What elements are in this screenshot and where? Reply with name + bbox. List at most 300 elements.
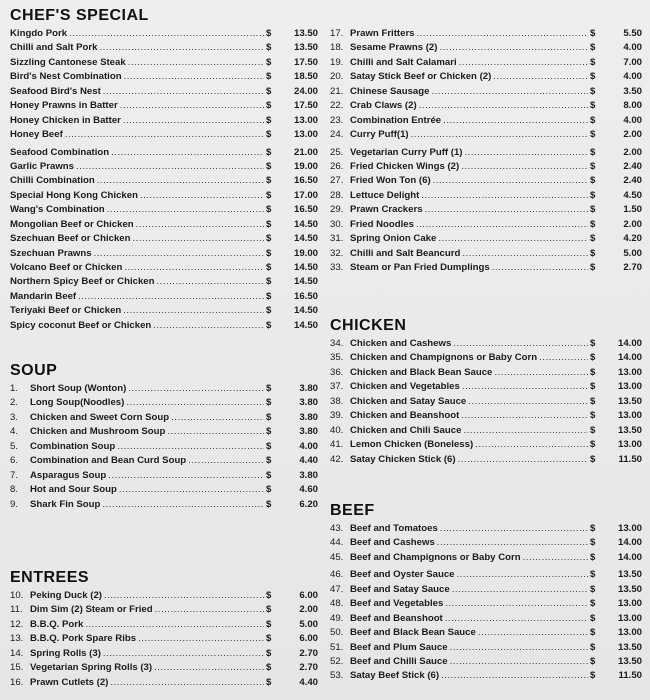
dot-leader bbox=[437, 536, 588, 550]
currency-symbol: $ bbox=[266, 411, 272, 423]
currency-symbol: $ bbox=[266, 85, 272, 97]
item-name: Prawn Crackers bbox=[350, 204, 423, 216]
dot-leader bbox=[156, 275, 264, 289]
item-price bbox=[590, 41, 642, 55]
item-name: Spring Onion Cake bbox=[350, 233, 437, 245]
menu-item-row bbox=[10, 589, 318, 603]
item-name: Combination and Bean Curd Soup bbox=[30, 455, 187, 467]
item-name: Beef and Tomatoes bbox=[350, 523, 438, 534]
item-name: Seafood Bird's Nest bbox=[10, 85, 101, 97]
item-number: 7. bbox=[10, 469, 19, 481]
item-price bbox=[590, 641, 642, 655]
dot-leader bbox=[171, 411, 264, 425]
item-name: Long Soup(Noodles) bbox=[30, 397, 125, 409]
item-price bbox=[266, 275, 318, 289]
menu-item-row bbox=[10, 304, 318, 318]
currency-symbol: $ bbox=[266, 647, 272, 659]
item-price bbox=[590, 247, 642, 261]
menu-item-row bbox=[330, 641, 642, 655]
item-name: Chinese Sausage bbox=[350, 85, 430, 97]
item-number: 35. bbox=[330, 352, 344, 364]
item-name: Lettuce Delight bbox=[350, 189, 420, 201]
menu-item-row bbox=[330, 568, 642, 582]
item-number: 21. bbox=[330, 85, 344, 97]
menu-item-row bbox=[10, 203, 318, 217]
menu-item-row bbox=[10, 498, 318, 512]
currency-symbol: $ bbox=[266, 604, 272, 616]
item-name: Satay Stick Beef or Chicken (2) bbox=[350, 71, 492, 83]
dot-leader bbox=[416, 218, 588, 232]
item-price bbox=[266, 469, 318, 483]
currency-symbol: $ bbox=[266, 383, 272, 394]
item-price bbox=[590, 669, 642, 683]
item-name: Honey Chicken in Batter bbox=[10, 114, 121, 126]
currency-symbol: $ bbox=[590, 537, 596, 549]
dot-leader bbox=[76, 160, 264, 174]
currency-symbol: $ bbox=[590, 523, 596, 534]
item-price bbox=[266, 498, 318, 512]
price-value: 13.00 bbox=[293, 129, 318, 141]
item-name: Beef and Cashews bbox=[350, 537, 435, 549]
item-number: 38. bbox=[330, 395, 344, 407]
item-price bbox=[590, 203, 642, 217]
menu-item-row bbox=[330, 522, 642, 536]
dot-leader bbox=[411, 128, 588, 142]
item-price bbox=[590, 85, 642, 99]
menu-item-row bbox=[10, 146, 318, 160]
menu-item-row bbox=[10, 247, 318, 261]
currency-symbol: $ bbox=[266, 484, 272, 496]
item-number: 26. bbox=[330, 160, 344, 172]
price-value: 2.00 bbox=[299, 604, 318, 616]
currency-symbol: $ bbox=[266, 662, 272, 674]
item-name: Hot and Sour Soup bbox=[30, 484, 117, 496]
item-number: 45. bbox=[330, 551, 344, 563]
menu-item-row bbox=[330, 669, 642, 683]
dot-leader bbox=[431, 85, 588, 99]
price-value: 21.00 bbox=[293, 146, 318, 158]
item-price bbox=[590, 424, 642, 438]
item-name: Beef and Champignons or Baby Corn bbox=[350, 551, 521, 563]
price-value: 14.50 bbox=[293, 276, 318, 288]
dot-leader bbox=[102, 498, 264, 512]
item-price bbox=[590, 99, 642, 113]
item-price bbox=[266, 411, 318, 425]
item-price bbox=[266, 647, 318, 661]
item-price bbox=[266, 114, 318, 128]
menu-item-row bbox=[10, 632, 318, 646]
price-value: 1.50 bbox=[623, 204, 642, 216]
item-name: Honey Prawns in Batter bbox=[10, 100, 118, 112]
item-price bbox=[266, 396, 318, 410]
price-value: 2.00 bbox=[623, 218, 642, 230]
menu-item-row bbox=[330, 160, 642, 174]
menu-item-row bbox=[330, 612, 642, 626]
price-value: 14.50 bbox=[293, 319, 318, 331]
currency-symbol: $ bbox=[590, 56, 596, 68]
price-value: 3.50 bbox=[623, 85, 642, 97]
menu-item-row bbox=[330, 247, 642, 261]
dot-leader bbox=[123, 304, 264, 318]
price-value: 13.00 bbox=[617, 439, 642, 451]
item-number: 12. bbox=[10, 618, 24, 630]
currency-symbol: $ bbox=[590, 338, 596, 349]
currency-symbol: $ bbox=[266, 276, 272, 288]
dot-leader bbox=[459, 56, 588, 70]
item-name: Teriyaki Beef or Chicken bbox=[10, 305, 122, 317]
price-value: 4.00 bbox=[623, 114, 642, 126]
dot-leader bbox=[439, 41, 588, 55]
dot-leader bbox=[475, 438, 588, 452]
entrees-list-right bbox=[330, 27, 642, 275]
dot-leader bbox=[539, 351, 588, 365]
dot-leader bbox=[453, 337, 588, 351]
menu-item-row bbox=[10, 85, 318, 99]
menu-item-row bbox=[10, 174, 318, 188]
dot-leader bbox=[440, 522, 588, 536]
item-number: 18. bbox=[330, 42, 344, 54]
item-number: 40. bbox=[330, 424, 344, 436]
entrees-section bbox=[10, 567, 318, 690]
beef-heading: BEEF bbox=[330, 502, 375, 519]
price-value: 19.00 bbox=[293, 247, 318, 259]
item-price bbox=[266, 218, 318, 232]
price-value: 2.00 bbox=[623, 146, 642, 158]
item-name: Mongolian Beef or Chicken bbox=[10, 218, 134, 230]
item-number: 27. bbox=[330, 175, 344, 187]
currency-symbol: $ bbox=[266, 290, 272, 302]
currency-symbol: $ bbox=[590, 439, 596, 451]
item-name: Northern Spicy Beef or Chicken bbox=[10, 276, 155, 288]
item-price bbox=[590, 612, 642, 626]
item-name: Beef and Beanshoot bbox=[350, 612, 443, 624]
item-price bbox=[590, 189, 642, 203]
item-price bbox=[590, 453, 642, 467]
item-name: Beef and Vegetables bbox=[350, 598, 444, 610]
dot-leader bbox=[94, 247, 264, 261]
soup-heading: SOUP bbox=[10, 362, 58, 379]
item-price bbox=[590, 409, 642, 423]
menu-item-row bbox=[330, 114, 642, 128]
menu-item-row bbox=[10, 99, 318, 113]
menu-item-row bbox=[10, 232, 318, 246]
menu-item-row bbox=[10, 483, 318, 497]
price-value: 4.40 bbox=[299, 455, 318, 467]
price-value: 8.00 bbox=[623, 100, 642, 112]
menu-item-row bbox=[330, 351, 642, 365]
currency-symbol: $ bbox=[266, 676, 272, 688]
dot-leader bbox=[140, 189, 264, 203]
menu-item-row bbox=[330, 41, 642, 55]
price-value: 14.00 bbox=[617, 551, 642, 563]
item-price bbox=[590, 70, 642, 84]
dot-leader bbox=[78, 290, 264, 304]
item-price bbox=[590, 27, 642, 41]
menu-item-row bbox=[330, 597, 642, 611]
dot-leader bbox=[461, 409, 588, 423]
item-name: Special Hong Kong Chicken bbox=[10, 189, 138, 201]
item-name: Sizzling Cantonese Steak bbox=[10, 56, 126, 68]
dot-leader bbox=[478, 626, 588, 640]
price-value: 17.50 bbox=[293, 100, 318, 112]
price-value: 14.50 bbox=[293, 262, 318, 273]
item-name: Combination Soup bbox=[30, 440, 116, 452]
currency-symbol: $ bbox=[266, 189, 272, 201]
item-number: 29. bbox=[330, 204, 344, 216]
dot-leader bbox=[419, 99, 588, 113]
menu-item-row bbox=[10, 661, 318, 675]
dot-leader bbox=[465, 146, 589, 160]
menu-item-row bbox=[330, 655, 642, 669]
item-price bbox=[590, 380, 642, 394]
price-value: 2.70 bbox=[623, 262, 642, 273]
menu-item-row bbox=[10, 27, 318, 41]
item-name: Short Soup (Wonton) bbox=[30, 383, 127, 394]
item-number: 13. bbox=[10, 633, 24, 645]
currency-symbol: $ bbox=[590, 583, 596, 595]
currency-symbol: $ bbox=[590, 114, 596, 126]
item-number: 50. bbox=[330, 627, 344, 639]
menu-item-row bbox=[330, 218, 642, 232]
dot-leader bbox=[421, 189, 588, 203]
item-price bbox=[266, 41, 318, 55]
price-value: 17.00 bbox=[293, 189, 318, 201]
dot-leader bbox=[443, 114, 588, 128]
chicken-section bbox=[330, 315, 642, 467]
soup-section bbox=[10, 360, 318, 512]
dot-leader bbox=[133, 232, 265, 246]
currency-symbol: $ bbox=[590, 598, 596, 610]
currency-symbol: $ bbox=[590, 627, 596, 639]
item-price bbox=[266, 203, 318, 217]
entrees-heading: ENTREES bbox=[10, 569, 90, 586]
menu-item-row bbox=[330, 453, 642, 467]
item-number: 37. bbox=[330, 381, 344, 393]
currency-symbol: $ bbox=[266, 160, 272, 172]
item-price bbox=[266, 160, 318, 174]
item-number: 14. bbox=[10, 647, 24, 659]
currency-symbol: $ bbox=[266, 204, 272, 216]
item-number: 4. bbox=[10, 426, 19, 438]
menu-item-row bbox=[10, 189, 318, 203]
item-price bbox=[590, 128, 642, 142]
currency-symbol: $ bbox=[590, 85, 596, 97]
item-name: Garlic Prawns bbox=[10, 160, 74, 172]
item-name: Fried Noodles bbox=[350, 218, 414, 230]
price-value: 13.00 bbox=[293, 114, 318, 126]
item-price bbox=[266, 676, 318, 690]
dot-leader bbox=[445, 597, 588, 611]
item-name: Peking Duck (2) bbox=[30, 590, 102, 601]
item-name: Beef and Plum Sauce bbox=[350, 641, 448, 653]
item-name: Sesame Prawns (2) bbox=[350, 42, 438, 54]
currency-symbol: $ bbox=[266, 618, 272, 630]
item-price bbox=[266, 661, 318, 675]
item-price bbox=[266, 304, 318, 318]
item-name: Beef and Oyster Sauce bbox=[350, 569, 455, 581]
item-price bbox=[266, 589, 318, 603]
menu-item-row bbox=[330, 536, 642, 550]
item-number: 19. bbox=[330, 56, 344, 68]
item-price bbox=[590, 551, 642, 565]
item-name: Chicken and Sweet Corn Soup bbox=[30, 411, 170, 423]
menu-item-row bbox=[10, 618, 318, 632]
price-value: 14.00 bbox=[617, 352, 642, 364]
dot-leader bbox=[111, 146, 264, 160]
chicken-list bbox=[330, 337, 642, 467]
currency-symbol: $ bbox=[266, 498, 272, 510]
price-value: 13.50 bbox=[617, 641, 642, 653]
item-price bbox=[266, 247, 318, 261]
menu-item-row bbox=[10, 454, 318, 468]
currency-symbol: $ bbox=[590, 569, 596, 581]
currency-symbol: $ bbox=[590, 218, 596, 230]
item-price bbox=[590, 174, 642, 188]
menu-item-row bbox=[10, 647, 318, 661]
menu-item-row bbox=[10, 275, 318, 289]
item-number: 42. bbox=[330, 453, 344, 465]
menu-item-row bbox=[10, 290, 318, 304]
menu-item-row bbox=[10, 41, 318, 55]
currency-symbol: $ bbox=[266, 175, 272, 187]
price-value: 18.50 bbox=[293, 71, 318, 83]
menu-item-row bbox=[10, 425, 318, 439]
currency-symbol: $ bbox=[266, 100, 272, 112]
item-number: 47. bbox=[330, 583, 344, 595]
item-number: 15. bbox=[10, 662, 24, 674]
dot-leader bbox=[154, 661, 264, 675]
item-name: Chicken and Cashews bbox=[350, 338, 452, 349]
item-name: Dim Sim (2) Steam or Fried bbox=[30, 604, 153, 616]
price-value: 13.00 bbox=[617, 627, 642, 639]
item-number: 5. bbox=[10, 440, 19, 452]
price-value: 2.70 bbox=[299, 662, 318, 674]
price-value: 13.00 bbox=[617, 523, 642, 534]
item-name: Beef and Chilli Sauce bbox=[350, 655, 448, 667]
currency-symbol: $ bbox=[590, 551, 596, 563]
dot-leader bbox=[120, 99, 264, 113]
price-value: 14.50 bbox=[293, 233, 318, 245]
item-name: Fried Won Ton (6) bbox=[350, 175, 431, 187]
menu-item-row bbox=[330, 56, 642, 70]
price-value: 4.60 bbox=[299, 484, 318, 496]
entrees-continued-section bbox=[330, 27, 642, 275]
item-name: Satay Beef Stick (6) bbox=[350, 670, 440, 682]
price-value: 14.00 bbox=[617, 537, 642, 549]
price-value: 5.50 bbox=[623, 28, 642, 39]
dot-leader bbox=[104, 589, 264, 603]
item-name: Volcano Beef or Chicken bbox=[10, 262, 123, 273]
price-value: 14.50 bbox=[293, 305, 318, 317]
item-name: Vegetarian Curry Puff (1) bbox=[350, 146, 463, 158]
dot-leader bbox=[462, 380, 588, 394]
item-price bbox=[266, 99, 318, 113]
item-price bbox=[266, 56, 318, 70]
item-number: 46. bbox=[330, 569, 344, 581]
menu-item-row bbox=[330, 261, 642, 275]
item-price bbox=[590, 56, 642, 70]
currency-symbol: $ bbox=[266, 590, 272, 601]
menu-item-row bbox=[10, 396, 318, 410]
currency-symbol: $ bbox=[590, 100, 596, 112]
currency-symbol: $ bbox=[590, 655, 596, 667]
dot-leader bbox=[417, 27, 588, 41]
menu-item-row bbox=[10, 603, 318, 617]
dot-leader bbox=[107, 203, 264, 217]
item-price bbox=[266, 632, 318, 646]
dot-leader bbox=[103, 85, 264, 99]
dot-leader bbox=[97, 174, 264, 188]
price-value: 2.40 bbox=[623, 175, 642, 187]
item-number: 24. bbox=[330, 129, 344, 141]
price-value: 2.70 bbox=[299, 647, 318, 659]
item-number: 9. bbox=[10, 498, 19, 510]
menu-item-row bbox=[330, 203, 642, 217]
price-value: 3.80 bbox=[299, 426, 318, 438]
item-name: B.B.Q. Pork Spare Ribs bbox=[30, 633, 137, 645]
item-name: Chilli and Salt Beancurd bbox=[350, 247, 461, 259]
currency-symbol: $ bbox=[590, 641, 596, 653]
beef-section bbox=[330, 500, 642, 684]
item-price bbox=[590, 366, 642, 380]
item-price bbox=[590, 626, 642, 640]
item-name: Asparagus Soup bbox=[30, 469, 107, 481]
price-value: 13.50 bbox=[617, 569, 642, 581]
item-price bbox=[590, 583, 642, 597]
menu-item-row bbox=[10, 218, 318, 232]
price-value: 16.50 bbox=[293, 204, 318, 216]
dot-leader bbox=[433, 174, 588, 188]
item-price bbox=[590, 337, 642, 351]
item-price bbox=[590, 522, 642, 536]
menu-item-row bbox=[330, 380, 642, 394]
dot-leader bbox=[110, 676, 264, 690]
menu-item-row bbox=[10, 70, 318, 84]
price-value: 7.00 bbox=[623, 56, 642, 68]
dot-leader bbox=[136, 218, 264, 232]
price-value: 3.80 bbox=[299, 411, 318, 423]
item-price bbox=[590, 395, 642, 409]
item-number: 22. bbox=[330, 100, 344, 112]
currency-symbol: $ bbox=[590, 28, 596, 39]
price-value: 2.40 bbox=[623, 160, 642, 172]
item-name: Curry Puff(1) bbox=[350, 129, 409, 141]
price-value: 11.50 bbox=[618, 670, 642, 682]
currency-symbol: $ bbox=[590, 424, 596, 436]
item-price bbox=[266, 85, 318, 99]
dot-leader bbox=[458, 453, 588, 467]
item-name: Vegetarian Spring Rolls (3) bbox=[30, 662, 153, 674]
item-price bbox=[266, 146, 318, 160]
item-price bbox=[590, 232, 642, 246]
price-value: 13.50 bbox=[617, 395, 642, 407]
price-value: 13.50 bbox=[293, 28, 318, 39]
currency-symbol: $ bbox=[266, 233, 272, 245]
menu-item-row bbox=[10, 440, 318, 454]
currency-symbol: $ bbox=[590, 146, 596, 158]
price-value: 13.50 bbox=[617, 655, 642, 667]
item-name: Beef and Satay Sauce bbox=[350, 583, 450, 595]
currency-symbol: $ bbox=[590, 189, 596, 201]
currency-symbol: $ bbox=[266, 28, 272, 39]
menu-item-row bbox=[330, 70, 642, 84]
item-price bbox=[590, 218, 642, 232]
item-name: Crab Claws (2) bbox=[350, 100, 417, 112]
menu-item-row bbox=[330, 337, 642, 351]
price-value: 13.50 bbox=[293, 42, 318, 54]
item-name: Prawn Fritters bbox=[350, 28, 415, 39]
dot-leader bbox=[450, 655, 588, 669]
